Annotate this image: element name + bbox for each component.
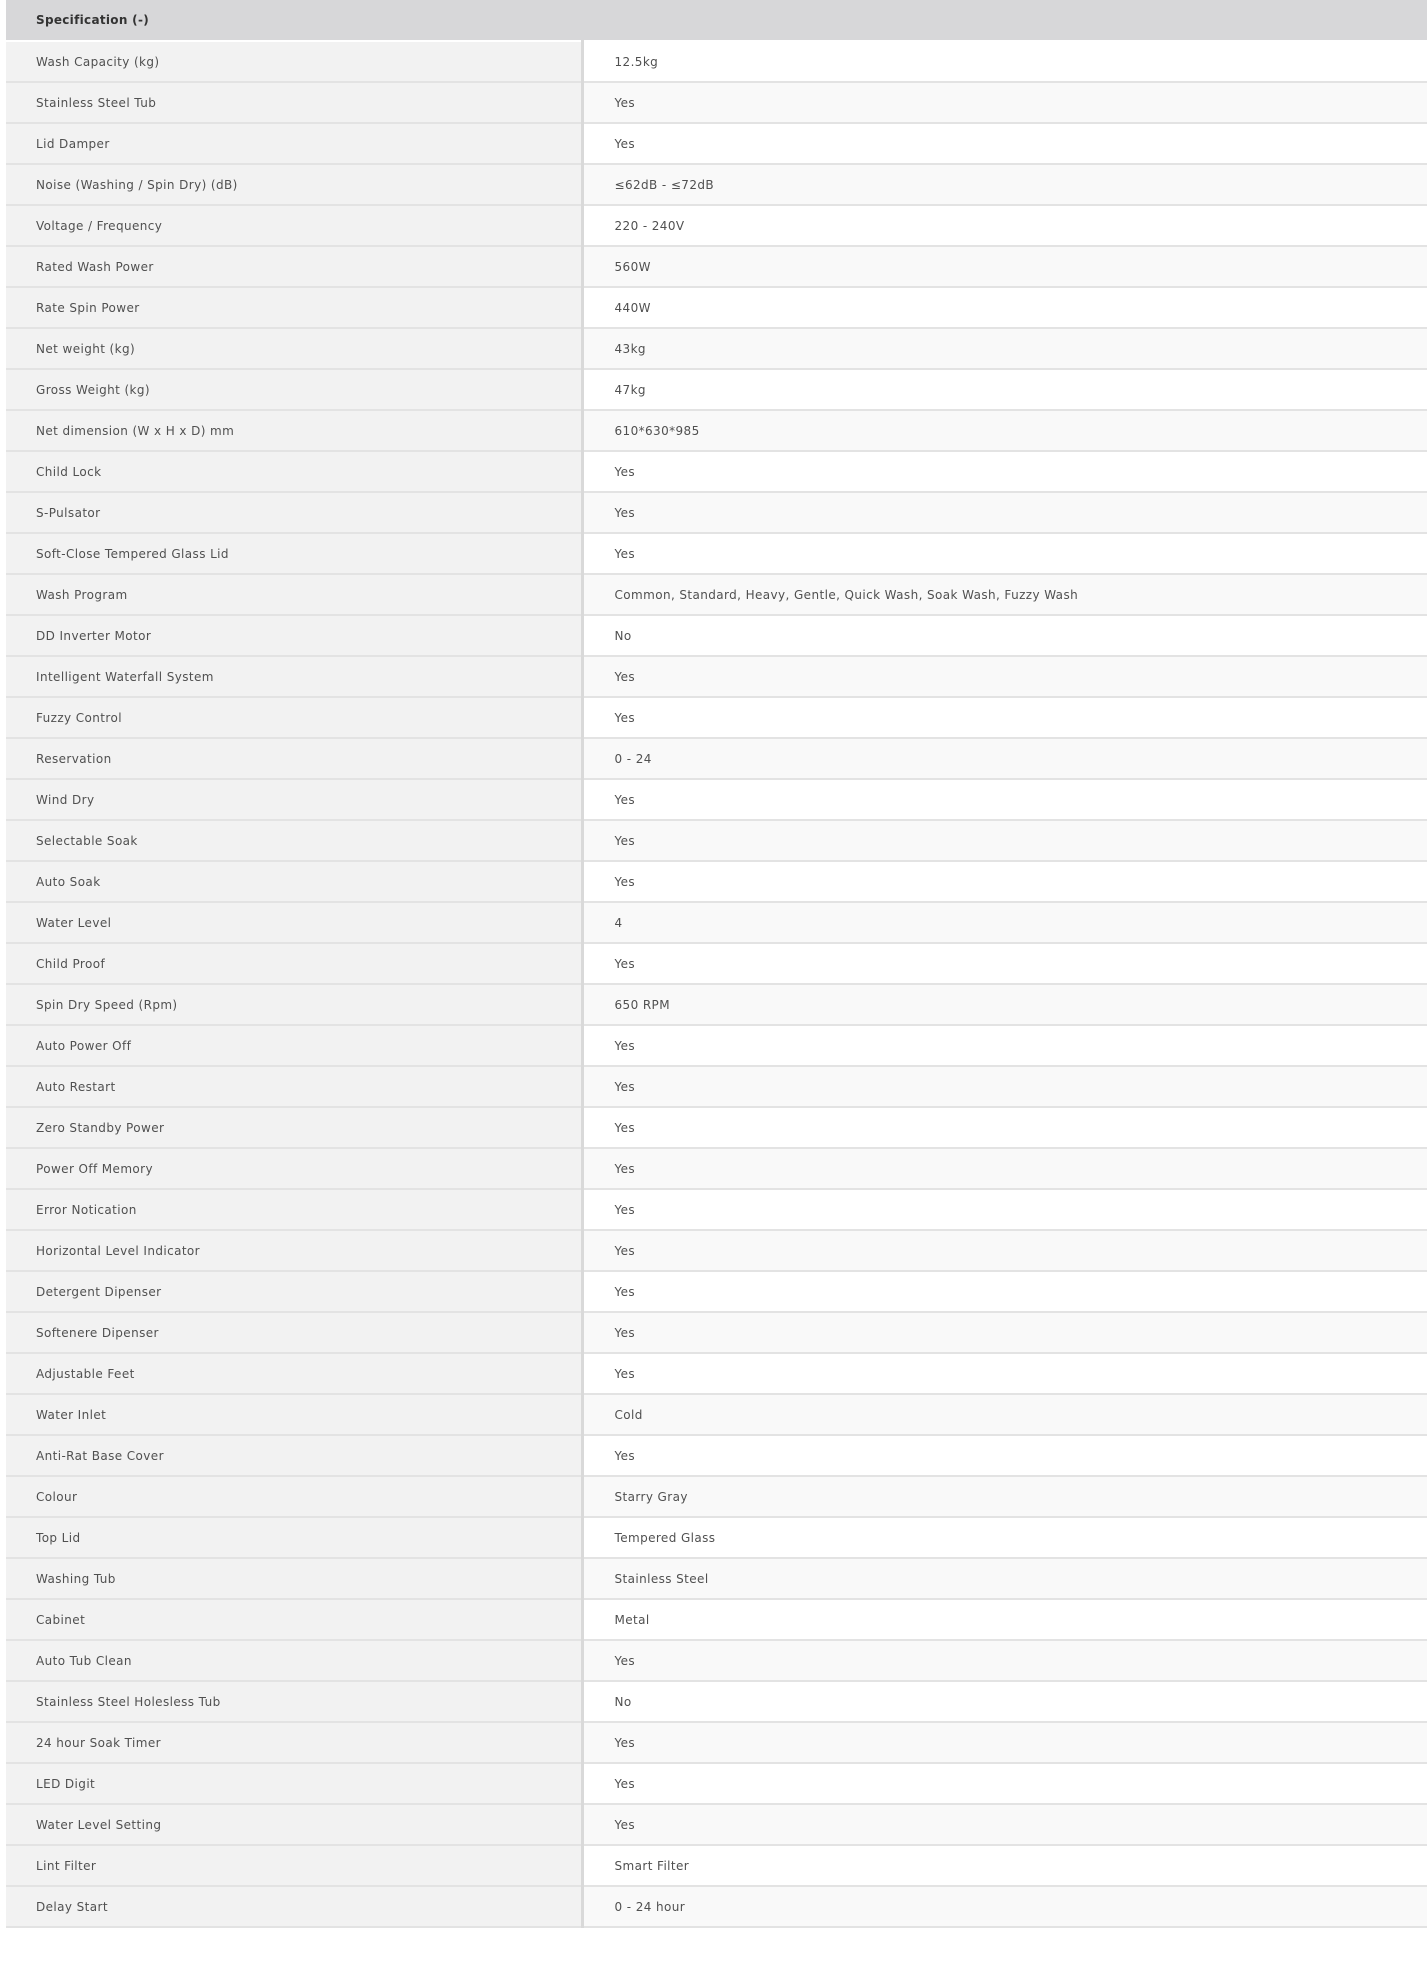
spec-label: Cabinet bbox=[6, 1599, 582, 1640]
spec-row bbox=[6, 1394, 1427, 1435]
spec-value: Yes bbox=[582, 1148, 1427, 1189]
spec-value: Yes bbox=[582, 697, 1427, 738]
spec-label: Wind Dry bbox=[6, 779, 582, 820]
spec-value: Starry Gray bbox=[582, 1476, 1427, 1517]
spec-value: Yes bbox=[582, 123, 1427, 164]
spec-value: ≤62dB - ≤72dB bbox=[582, 164, 1427, 205]
spec-row bbox=[6, 943, 1427, 984]
spec-value: Yes bbox=[582, 1763, 1427, 1804]
spec-row bbox=[6, 1886, 1427, 1927]
spec-label: Washing Tub bbox=[6, 1558, 582, 1599]
specification-title[interactable]: Specification (-) bbox=[6, 0, 1427, 41]
spec-label: Horizontal Level Indicator bbox=[6, 1230, 582, 1271]
spec-label: Auto Power Off bbox=[6, 1025, 582, 1066]
spec-row bbox=[6, 1558, 1427, 1599]
spec-value: Yes bbox=[582, 1066, 1427, 1107]
spec-label: Delay Start bbox=[6, 1886, 582, 1927]
spec-label: Lid Damper bbox=[6, 123, 582, 164]
spec-label: 24 hour Soak Timer bbox=[6, 1722, 582, 1763]
spec-row bbox=[6, 615, 1427, 656]
spec-row bbox=[6, 902, 1427, 943]
spec-value: 0 - 24 hour bbox=[582, 1886, 1427, 1927]
spec-value: Yes bbox=[582, 779, 1427, 820]
spec-value: Yes bbox=[582, 820, 1427, 861]
spec-value: Metal bbox=[582, 1599, 1427, 1640]
spec-label: Stainless Steel Holesless Tub bbox=[6, 1681, 582, 1722]
spec-label: Stainless Steel Tub bbox=[6, 82, 582, 123]
spec-row bbox=[6, 1312, 1427, 1353]
spec-row bbox=[6, 1025, 1427, 1066]
spec-value: Yes bbox=[582, 1435, 1427, 1476]
spec-row bbox=[6, 1804, 1427, 1845]
spec-row bbox=[6, 533, 1427, 574]
spec-label: Zero Standby Power bbox=[6, 1107, 582, 1148]
spec-label: Reservation bbox=[6, 738, 582, 779]
spec-row bbox=[6, 1435, 1427, 1476]
spec-value: Yes bbox=[582, 1189, 1427, 1230]
spec-label: LED Digit bbox=[6, 1763, 582, 1804]
spec-label: Gross Weight (kg) bbox=[6, 369, 582, 410]
spec-value: Yes bbox=[582, 1640, 1427, 1681]
spec-label: Colour bbox=[6, 1476, 582, 1517]
spec-value: Yes bbox=[582, 1804, 1427, 1845]
spec-row bbox=[6, 779, 1427, 820]
spec-label: Wash Program bbox=[6, 574, 582, 615]
spec-value: Yes bbox=[582, 1312, 1427, 1353]
spec-label: Auto Tub Clean bbox=[6, 1640, 582, 1681]
spec-value: No bbox=[582, 615, 1427, 656]
spec-value: Yes bbox=[582, 1107, 1427, 1148]
spec-label: Net weight (kg) bbox=[6, 328, 582, 369]
spec-value: Yes bbox=[582, 943, 1427, 984]
spec-value: Yes bbox=[582, 82, 1427, 123]
spec-row bbox=[6, 164, 1427, 205]
spec-label: Water Level Setting bbox=[6, 1804, 582, 1845]
spec-value: Smart Filter bbox=[582, 1845, 1427, 1886]
spec-label: Wash Capacity (kg) bbox=[6, 41, 582, 82]
spec-label: Net dimension (W x H x D) mm bbox=[6, 410, 582, 451]
spec-label: Power Off Memory bbox=[6, 1148, 582, 1189]
spec-value: 12.5kg bbox=[582, 41, 1427, 82]
spec-row bbox=[6, 861, 1427, 902]
spec-label: Detergent Dipenser bbox=[6, 1271, 582, 1312]
spec-label: Spin Dry Speed (Rpm) bbox=[6, 984, 582, 1025]
spec-label: Adjustable Feet bbox=[6, 1353, 582, 1394]
spec-value: Cold bbox=[582, 1394, 1427, 1435]
spec-row bbox=[6, 820, 1427, 861]
spec-row bbox=[6, 1148, 1427, 1189]
spec-row bbox=[6, 369, 1427, 410]
specification-header[interactable] bbox=[6, 0, 1427, 41]
spec-label: Water Inlet bbox=[6, 1394, 582, 1435]
specification-body bbox=[6, 41, 1427, 1927]
spec-value: 47kg bbox=[582, 369, 1427, 410]
spec-value: 43kg bbox=[582, 328, 1427, 369]
spec-row bbox=[6, 984, 1427, 1025]
spec-label: Rate Spin Power bbox=[6, 287, 582, 328]
spec-label: Lint Filter bbox=[6, 1845, 582, 1886]
spec-label: Anti-Rat Base Cover bbox=[6, 1435, 582, 1476]
spec-label: Child Lock bbox=[6, 451, 582, 492]
spec-row bbox=[6, 656, 1427, 697]
spec-value: Yes bbox=[582, 451, 1427, 492]
spec-value: No bbox=[582, 1681, 1427, 1722]
spec-row bbox=[6, 1681, 1427, 1722]
spec-row bbox=[6, 1845, 1427, 1886]
spec-row bbox=[6, 1353, 1427, 1394]
spec-value: Yes bbox=[582, 1353, 1427, 1394]
spec-value: 440W bbox=[582, 287, 1427, 328]
spec-label: Rated Wash Power bbox=[6, 246, 582, 287]
spec-row bbox=[6, 1640, 1427, 1681]
spec-value: Yes bbox=[582, 1025, 1427, 1066]
spec-value: Tempered Glass bbox=[582, 1517, 1427, 1558]
spec-row bbox=[6, 451, 1427, 492]
spec-row bbox=[6, 1476, 1427, 1517]
spec-row bbox=[6, 697, 1427, 738]
spec-value: 4 bbox=[582, 902, 1427, 943]
spec-row bbox=[6, 1722, 1427, 1763]
spec-label: Voltage / Frequency bbox=[6, 205, 582, 246]
spec-row bbox=[6, 492, 1427, 533]
spec-value: Yes bbox=[582, 656, 1427, 697]
spec-label: Auto Restart bbox=[6, 1066, 582, 1107]
spec-value: Stainless Steel bbox=[582, 1558, 1427, 1599]
spec-value: 0 - 24 bbox=[582, 738, 1427, 779]
spec-row bbox=[6, 287, 1427, 328]
spec-row bbox=[6, 205, 1427, 246]
spec-row bbox=[6, 1107, 1427, 1148]
spec-label: Noise (Washing / Spin Dry) (dB) bbox=[6, 164, 582, 205]
spec-value: Yes bbox=[582, 533, 1427, 574]
spec-label: Softenere Dipenser bbox=[6, 1312, 582, 1353]
spec-row bbox=[6, 1271, 1427, 1312]
spec-value: 220 - 240V bbox=[582, 205, 1427, 246]
spec-label: Intelligent Waterfall System bbox=[6, 656, 582, 697]
spec-value: Yes bbox=[582, 861, 1427, 902]
specification-table bbox=[6, 0, 1427, 1928]
spec-row bbox=[6, 246, 1427, 287]
spec-value: 610*630*985 bbox=[582, 410, 1427, 451]
spec-row bbox=[6, 1189, 1427, 1230]
spec-row bbox=[6, 1517, 1427, 1558]
spec-row bbox=[6, 328, 1427, 369]
spec-value: Yes bbox=[582, 1722, 1427, 1763]
spec-label: Fuzzy Control bbox=[6, 697, 582, 738]
spec-row bbox=[6, 574, 1427, 615]
spec-label: Auto Soak bbox=[6, 861, 582, 902]
spec-row bbox=[6, 410, 1427, 451]
spec-value: Yes bbox=[582, 492, 1427, 533]
spec-row bbox=[6, 41, 1427, 82]
spec-value: 560W bbox=[582, 246, 1427, 287]
spec-label: Top Lid bbox=[6, 1517, 582, 1558]
spec-value: 650 RPM bbox=[582, 984, 1427, 1025]
spec-value: Common, Standard, Heavy, Gentle, Quick Wash, Soak Wash, Fuzzy Wash bbox=[582, 574, 1427, 615]
spec-row bbox=[6, 123, 1427, 164]
spec-row bbox=[6, 738, 1427, 779]
spec-label: DD Inverter Motor bbox=[6, 615, 582, 656]
spec-row bbox=[6, 1763, 1427, 1804]
spec-row bbox=[6, 1230, 1427, 1271]
spec-label: Selectable Soak bbox=[6, 820, 582, 861]
spec-label: Child Proof bbox=[6, 943, 582, 984]
spec-label: Water Level bbox=[6, 902, 582, 943]
spec-row bbox=[6, 1599, 1427, 1640]
spec-row bbox=[6, 1066, 1427, 1107]
spec-row bbox=[6, 82, 1427, 123]
spec-value: Yes bbox=[582, 1271, 1427, 1312]
spec-label: S-Pulsator bbox=[6, 492, 582, 533]
spec-label: Soft-Close Tempered Glass Lid bbox=[6, 533, 582, 574]
spec-value: Yes bbox=[582, 1230, 1427, 1271]
spec-label: Error Notication bbox=[6, 1189, 582, 1230]
